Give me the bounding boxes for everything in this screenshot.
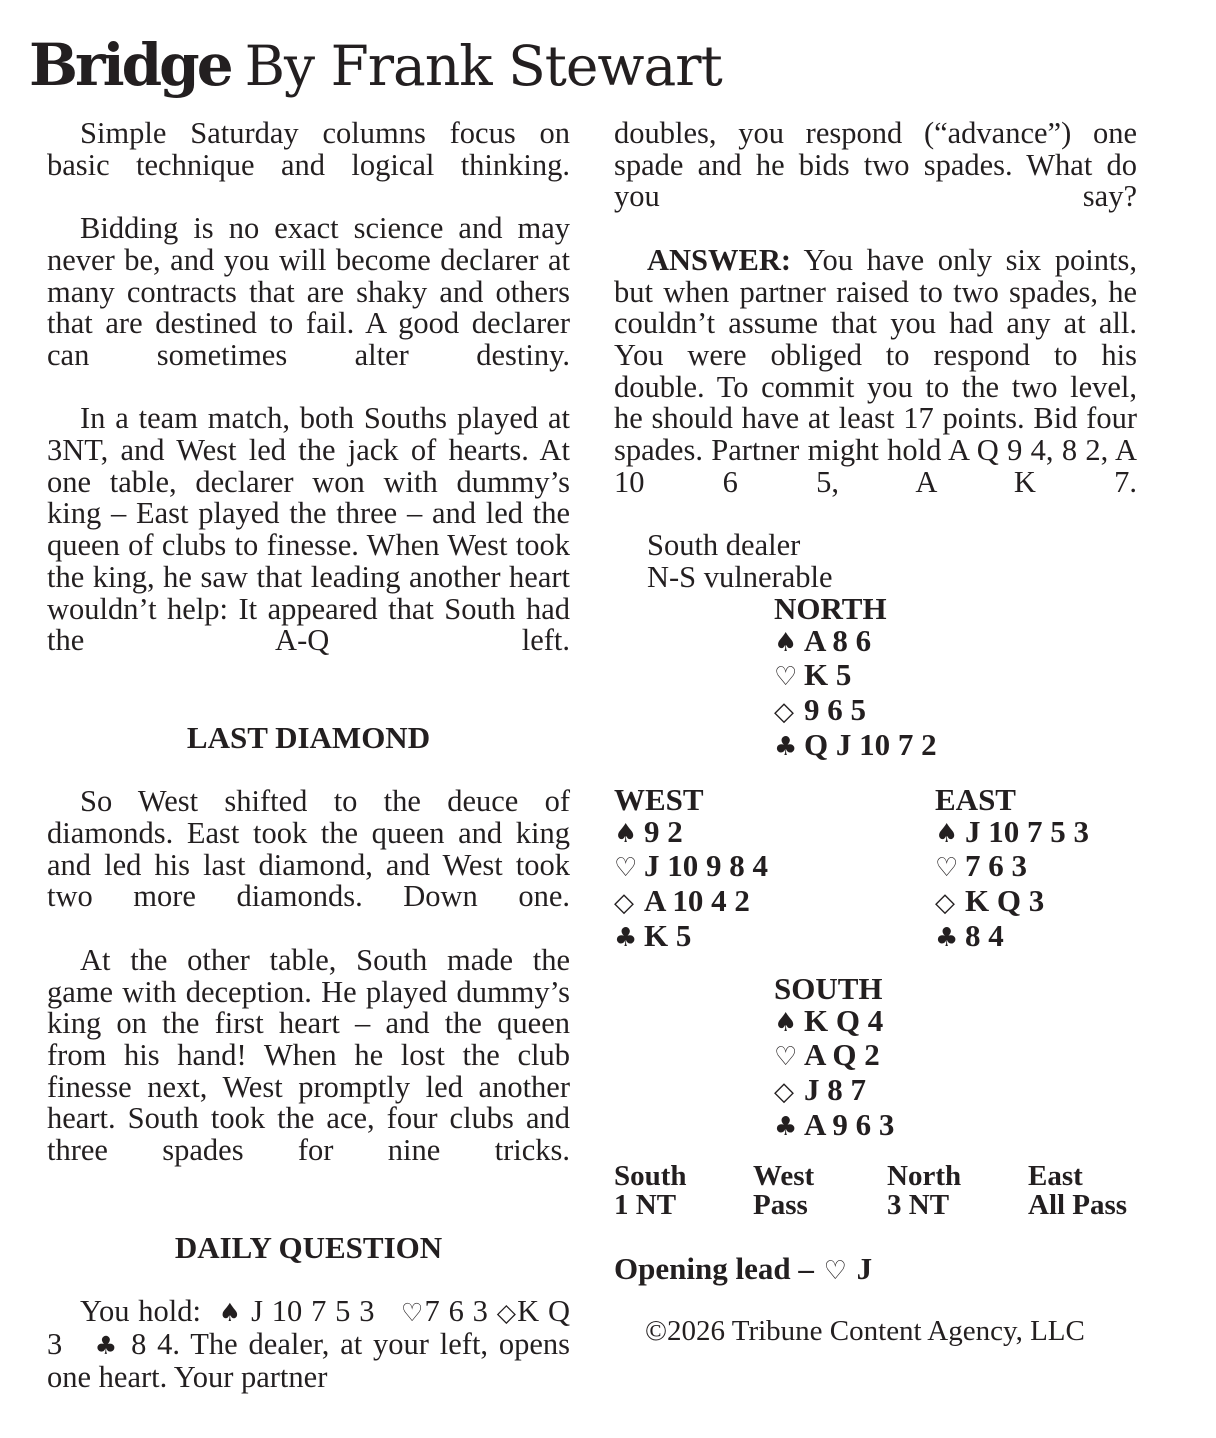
question-rest: . The dealer, at your left, opens one heart. Your partner [47, 1326, 571, 1394]
club-icon: ♣ [774, 731, 798, 762]
hand-spades-row [774, 622, 937, 660]
title-bold: Bridge [29, 31, 231, 99]
hand-east [935, 784, 1089, 955]
club-icon: ♣ [94, 1330, 121, 1360]
auction-bid-north: 3 NT [887, 1188, 950, 1221]
right-column [614, 118, 1137, 594]
answer-label: ANSWER: [647, 242, 792, 277]
auction-table [614, 1162, 1154, 1219]
hand-spades-row [774, 1002, 894, 1040]
diamond-icon: ◇ [935, 888, 955, 919]
spade-icon: ♠ [935, 818, 959, 849]
hand-hearts-row [935, 850, 1089, 885]
auction-bid-south: 1 NT [614, 1188, 677, 1221]
cards-spades: A 8 6 [804, 622, 872, 658]
hand-direction-label: EAST [935, 782, 1016, 817]
article-paragraph: At the other table, South made the game with deception. He played dummy’s king on the first heart – and the queen from his hand! When he lost the club finesse next, West promptly led another heart. South took the ace, four clubs and three spades for nine tricks. [47, 942, 570, 1168]
club-icon: ♣ [935, 922, 959, 953]
cards-diamonds: A 10 4 2 [644, 883, 750, 919]
question-spades: J 10 7 5 3 [251, 1294, 375, 1329]
diamond-icon: ◇ [774, 1077, 794, 1108]
cards-hearts: K 5 [804, 657, 852, 693]
opening-lead-label: Opening lead – [614, 1251, 814, 1286]
opening-lead-card: J [856, 1251, 873, 1286]
page-title [29, 30, 722, 101]
hand-diamonds-row [774, 1074, 894, 1109]
hand-direction-label: SOUTH [774, 971, 883, 1006]
hand-clubs-row [774, 726, 937, 764]
cards-diamonds: 9 6 5 [804, 692, 866, 728]
hand-west [614, 784, 768, 955]
hand-diamonds-row [774, 694, 937, 729]
diamond-icon: ◇ [614, 888, 634, 919]
auction-header-west: West [753, 1160, 815, 1192]
title-byline: By Frank Stewart [244, 34, 722, 98]
heart-icon: ♡ [774, 662, 798, 693]
cards-clubs: 8 4 [965, 917, 1004, 953]
spade-icon: ♠ [774, 627, 798, 658]
article-paragraph: So West shifted to the deuce of diamonds. East took the queen and king and led his last diamond, and West took two more diamonds. Down one. [47, 784, 570, 914]
left-column [47, 118, 570, 1393]
question-prefix: You hold: [80, 1294, 201, 1329]
cards-spades: 9 2 [644, 813, 683, 849]
cards-spades: K Q 4 [804, 1002, 884, 1038]
hand-south [774, 973, 894, 1144]
question-continuation: doubles, you respond (“advance”) one spade and he bids two spades. What do you say? [614, 116, 1137, 214]
club-icon: ♣ [774, 1111, 798, 1142]
heart-icon: ♡ [935, 853, 959, 884]
cards-diamonds: J 8 7 [804, 1072, 866, 1108]
cards-spades: J 10 7 5 3 [965, 813, 1089, 849]
spade-icon: ♠ [218, 1298, 243, 1328]
hand-spades-row [614, 813, 768, 851]
dealer-line: South dealer [647, 528, 801, 563]
spade-icon: ♠ [614, 818, 638, 849]
question-clubs: 8 4 [131, 1326, 173, 1361]
cards-diamonds: K Q 3 [965, 883, 1045, 919]
auction-header-south: South [614, 1160, 687, 1192]
auction-bid-west: Pass [753, 1188, 808, 1221]
diamond-icon: ◇ [496, 1298, 518, 1328]
copyright-notice: ©2026 Tribune Content Agency, LLC [645, 1315, 1085, 1347]
opening-lead [614, 1251, 872, 1287]
hand-clubs-row [935, 917, 1089, 955]
hand-hearts-row [774, 1039, 894, 1074]
answer-text: You have only six points, but when partner raised to two spades, he couldn’t assume that you had any at all. You were obliged to respond to his double. To commit you to the two level, he should have at least 17 points. Bid four spades. Partner might hold A Q 9 4, 8 2, A 10 6 5, A K 7. [614, 242, 1138, 499]
spade-icon: ♠ [774, 1007, 798, 1038]
daily-question-paragraph [47, 1296, 570, 1393]
diamond-icon: ◇ [774, 697, 794, 728]
hand-hearts-row [774, 659, 937, 694]
auction-header-north: North [887, 1160, 962, 1192]
hand-direction-label: WEST [614, 782, 704, 817]
hand-diamonds-row [614, 885, 768, 920]
auction-bid-east: All Pass [1028, 1188, 1128, 1221]
hand-spades-row [935, 813, 1089, 851]
article-paragraph: Simple Saturday columns focus on basic technique and logical thinking. [47, 116, 570, 182]
cards-clubs: K 5 [644, 917, 692, 953]
cards-clubs: A 9 6 3 [804, 1106, 895, 1142]
question-hearts: 7 6 3 [424, 1294, 488, 1329]
article-paragraph: Bidding is no exact science and may never be, and you will become declarer at many contracts that are shaky and others that are destined to fail. A good declarer can sometimes alter destiny. [47, 211, 570, 372]
section-heading-last-diamond: LAST DIAMOND [186, 719, 431, 755]
answer-paragraph [614, 242, 1138, 530]
hand-diamonds-row [935, 885, 1089, 920]
club-icon: ♣ [614, 922, 638, 953]
hand-hearts-row [614, 850, 768, 885]
heart-icon: ♡ [400, 1298, 425, 1328]
article-paragraph: In a team match, both Souths played at 3NT, and West led the jack of hearts. At one table, declarer won with dummy’s king – East played the three – and led the queen of clubs to finesse. When West took the king, he saw that leading another heart wouldn’t help: It appeared that South had the A-Q left. [47, 401, 570, 658]
hand-north [774, 593, 937, 764]
hand-clubs-row [614, 917, 768, 955]
cards-hearts: J 10 9 8 4 [644, 848, 768, 884]
hand-direction-label: NORTH [774, 591, 887, 626]
hand-clubs-row [774, 1106, 895, 1144]
cards-clubs: Q J 10 7 2 [804, 726, 937, 762]
question-diamonds: K Q 3 [47, 1294, 571, 1361]
heart-icon: ♡ [614, 853, 638, 884]
auction-header-east: East [1028, 1160, 1083, 1192]
vulnerability-line: N-S vulnerable [647, 559, 833, 594]
heart-icon: ♡ [774, 1042, 798, 1073]
cards-hearts: 7 6 3 [965, 848, 1027, 884]
section-heading-daily-question: DAILY QUESTION [174, 1229, 443, 1265]
cards-hearts: A Q 2 [804, 1037, 880, 1073]
heart-icon: ♡ [823, 1256, 847, 1286]
